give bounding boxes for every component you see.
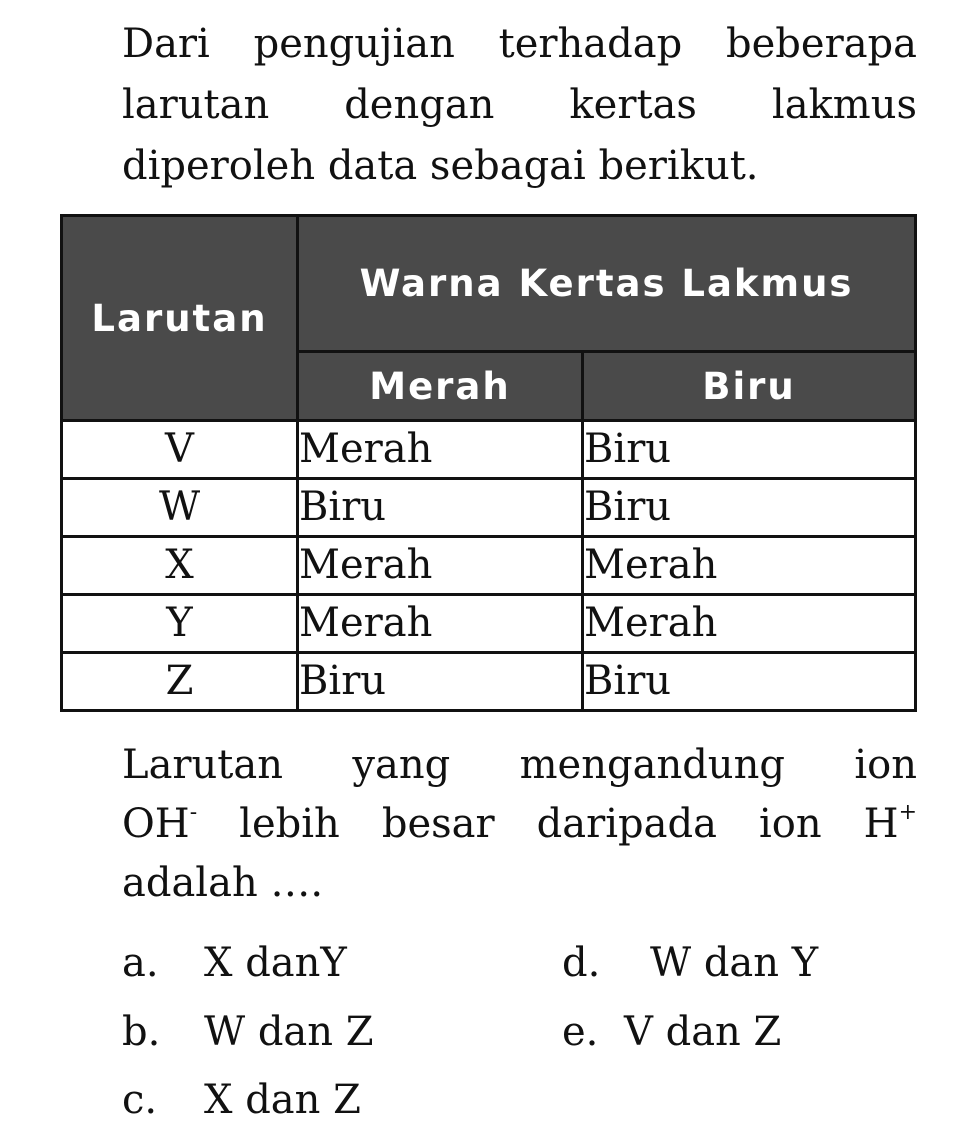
option-c-label: c. bbox=[122, 1077, 158, 1123]
oh-ion: OH- bbox=[122, 800, 198, 847]
header-merah: Merah bbox=[298, 352, 583, 421]
cell-merah: Biru bbox=[298, 479, 583, 537]
option-a-label: a. bbox=[122, 940, 159, 986]
question-text bbox=[122, 736, 917, 913]
table-row bbox=[62, 653, 916, 711]
cell-merah: Merah bbox=[298, 537, 583, 595]
option-e-label: e. bbox=[562, 1009, 599, 1055]
question-mid: lebih besar daripada ion bbox=[239, 801, 822, 847]
h-charge: + bbox=[898, 800, 917, 825]
option-d-text: W dan Y bbox=[650, 940, 819, 986]
intro-line-1: Dari pengujian terhadap beberapa bbox=[122, 21, 917, 67]
option-b[interactable] bbox=[122, 1007, 374, 1057]
option-e[interactable] bbox=[562, 1007, 781, 1057]
cell-larutan: Z bbox=[62, 653, 298, 711]
header-biru: Biru bbox=[583, 352, 916, 421]
option-c[interactable] bbox=[122, 1075, 361, 1125]
option-b-label: b. bbox=[122, 1009, 161, 1055]
cell-merah: Merah bbox=[298, 421, 583, 479]
option-e-text: V dan Z bbox=[624, 1009, 782, 1055]
cell-larutan: Y bbox=[62, 595, 298, 653]
cell-larutan: V bbox=[62, 421, 298, 479]
option-b-text: W dan Z bbox=[204, 1009, 374, 1055]
question-line-2 bbox=[122, 795, 917, 854]
cell-biru: Biru bbox=[583, 421, 916, 479]
cell-biru: Merah bbox=[583, 537, 916, 595]
option-d[interactable] bbox=[562, 938, 818, 988]
litmus-table bbox=[60, 214, 917, 712]
option-c-text: X dan Z bbox=[204, 1077, 361, 1123]
cell-biru: Biru bbox=[583, 653, 916, 711]
cell-merah: Merah bbox=[298, 595, 583, 653]
option-d-label: d. bbox=[562, 940, 601, 986]
table-row bbox=[62, 537, 916, 595]
table-row bbox=[62, 595, 916, 653]
h-ion: H+ bbox=[863, 800, 917, 847]
question-line-1: Larutan yang mengandung ion bbox=[122, 742, 917, 788]
cell-larutan: X bbox=[62, 537, 298, 595]
intro-line-2: larutan dengan kertas lakmus bbox=[122, 82, 917, 128]
option-a-text: X danY bbox=[204, 940, 347, 986]
cell-biru: Biru bbox=[583, 479, 916, 537]
oh-charge: - bbox=[189, 800, 198, 825]
intro-line-3: diperoleh data sebagai berikut. bbox=[122, 143, 759, 189]
question-line-3: adalah …. bbox=[122, 860, 324, 906]
cell-biru: Merah bbox=[583, 595, 916, 653]
option-a[interactable] bbox=[122, 938, 347, 988]
header-warna-kertas-lakmus: Warna Kertas Lakmus bbox=[298, 216, 916, 352]
intro-paragraph bbox=[122, 14, 917, 197]
cell-merah: Biru bbox=[298, 653, 583, 711]
table-row bbox=[62, 479, 916, 537]
table-row bbox=[62, 421, 916, 479]
cell-larutan: W bbox=[62, 479, 298, 537]
header-larutan: Larutan bbox=[62, 216, 298, 421]
